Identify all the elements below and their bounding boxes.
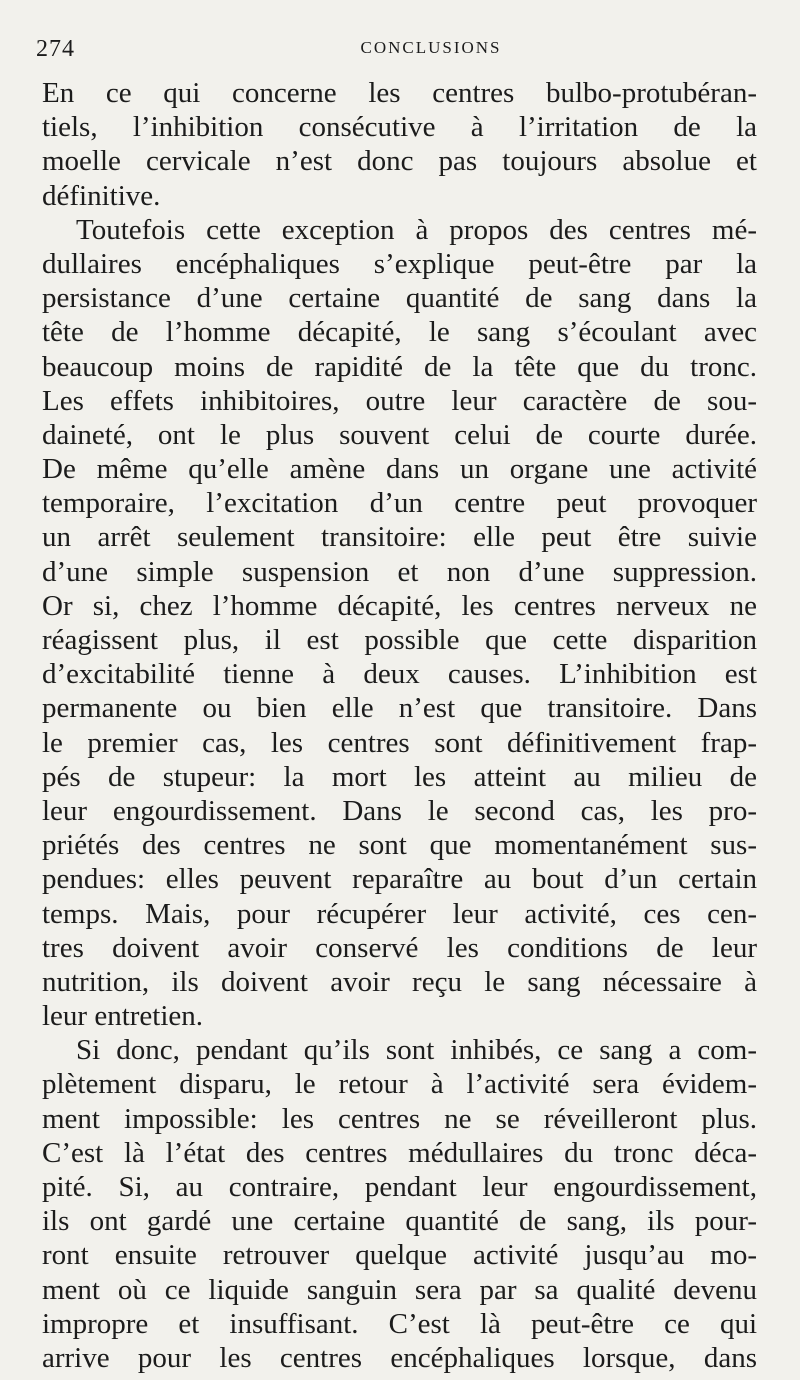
page-header (36, 30, 766, 66)
text-line: En ce qui concerne les centres bulbo-protubéran- (42, 77, 757, 109)
text-line: Or si, chez l’homme décapité, les centres nerveux ne (42, 589, 757, 622)
text-line: persistance d’une certaine quantité de sang dans la (42, 282, 757, 315)
text-line: temporaire, l’excitation d’un centre peut provoquer (42, 487, 757, 520)
text-line: arrive pour les centres encéphaliques lorsque, dans (42, 1341, 757, 1374)
text-line: pés de stupeur: la mort les atteint au milieu de (42, 760, 757, 793)
text-line: leur entretien. (42, 1000, 204, 1033)
text-line: permanente ou bien elle n’est que transitoire. Dans (42, 692, 757, 725)
text-line: pendues: elles peuvent reparaître au bout d’un certain (42, 863, 757, 896)
text-line: Les effets inhibitoires, outre leur caractère de sou- (42, 384, 757, 417)
text-line: définitive. (42, 179, 161, 212)
text-line: leur engourdissement. Dans le second cas, les pro- (42, 794, 757, 827)
text-line: un arrêt seulement transitoire: elle peut être suivie (42, 521, 757, 554)
text-line: ment où ce liquide sanguin sera par sa qualité devenu (42, 1273, 757, 1306)
text-line: beaucoup moins de rapidité de la tête que du tronc. (42, 350, 757, 383)
text-line: ment impossible: les centres ne se réveilleront plus. (42, 1102, 757, 1135)
text-line: le premier cas, les centres sont définitivement frap- (42, 726, 757, 759)
page-number: 274 (36, 36, 75, 62)
text-line: ront ensuite retrouver quelque activité jusqu’au mo- (42, 1239, 757, 1272)
text-line: daineté, ont le plus souvent celui de courte durée. (42, 418, 757, 451)
text-line: ils ont gardé une certaine quantité de sang, ils pour- (42, 1205, 757, 1238)
text-line: tiels, l’inhibition consécutive à l’irritation de la (42, 111, 757, 144)
text-line: priétés des centres ne sont que momentanément sus- (42, 829, 757, 862)
text-line: Toutefois cette exception à propos des centres mé- (76, 213, 757, 246)
text-line: Si donc, pendant qu’ils sont inhibés, ce sang a com- (76, 1034, 757, 1067)
text-line: réagissent plus, il est possible que cette disparition (42, 624, 757, 656)
text-line: d’une simple suspension et non d’une suppression. (42, 555, 757, 588)
body-text (42, 76, 757, 1375)
text-line: tres doivent avoir conservé les conditions de leur (42, 931, 757, 964)
text-line: dullaires encéphaliques s’explique peut-être par la (42, 247, 757, 280)
text-line: temps. Mais, pour récupérer leur activité, ces cen- (42, 897, 757, 930)
text-line: impropre et insuffisant. C’est là peut-être ce qui (42, 1307, 757, 1340)
text-line: moelle cervicale n’est donc pas toujours absolue et (42, 145, 757, 178)
running-head: CONCLUSIONS (360, 38, 502, 57)
text-line: pité. Si, au contraire, pendant leur engourdissement, (42, 1171, 757, 1203)
text-line: d’excitabilité tienne à deux causes. L’inhibition est (42, 658, 757, 691)
text-line: tête de l’homme décapité, le sang s’écoulant avec (42, 316, 757, 349)
text-line: nutrition, ils doivent avoir reçu le sang nécessaire à (42, 965, 757, 998)
text-line: De même qu’elle amène dans un organe une activité (42, 453, 757, 486)
text-line: plètement disparu, le retour à l’activité sera évidem- (42, 1068, 757, 1101)
text-line: C’est là l’état des centres médullaires du tronc déca- (42, 1136, 757, 1169)
